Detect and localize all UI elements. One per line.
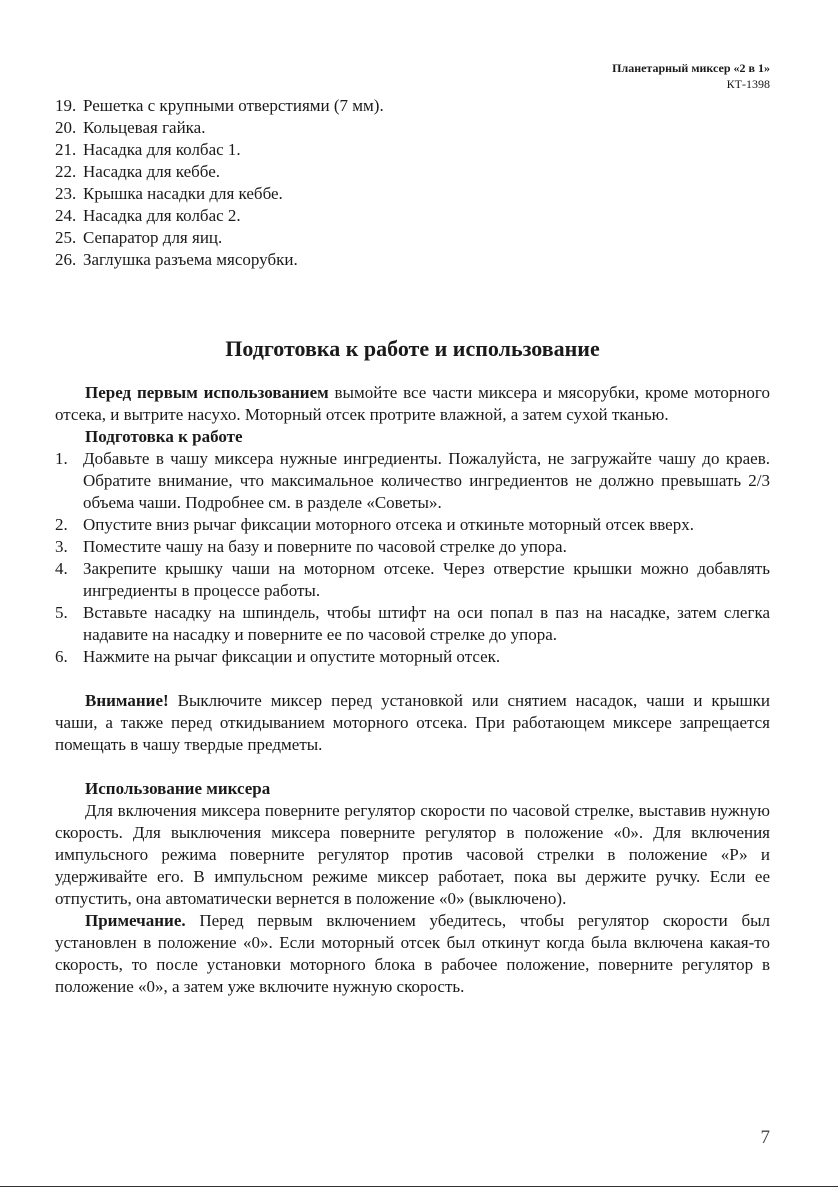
bottom-rule (0, 1186, 838, 1187)
item-text: Насадка для колбас 1. (83, 140, 241, 159)
parts-list-item (55, 161, 770, 183)
step-item (55, 514, 770, 536)
step-number: 1. (55, 449, 68, 468)
parts-list (55, 95, 770, 271)
item-text: Кольцевая гайка. (83, 118, 206, 137)
step-number: 4. (55, 559, 68, 578)
note-paragraph (55, 910, 770, 998)
header-title: Планетарный миксер «2 в 1» (612, 61, 770, 75)
step-text: Поместите чашу на базу и поверните по часовой стрелке до упора. (83, 537, 567, 556)
section-title: Подготовка к работе и использование (225, 336, 600, 361)
item-number: 21. (55, 140, 77, 159)
header-model: КТ-1398 (726, 77, 770, 91)
item-text: Решетка с крупными отверстиями (7 мм). (83, 96, 384, 115)
warning-text: Выключите миксер перед установкой или снятием насадок, чаши и крышки чаши, а также перед откидыванием моторного отсека. При работающем миксере запрещается помещать в чашу твердые предметы. (55, 691, 770, 754)
step-number: 3. (55, 537, 68, 556)
parts-list-item (55, 117, 770, 139)
step-item (55, 558, 770, 602)
intro-paragraph (55, 382, 770, 426)
step-number: 5. (55, 603, 68, 622)
item-number: 19. (55, 96, 77, 115)
item-text: Сепаратор для яиц. (83, 228, 223, 247)
item-number: 24. (55, 206, 77, 225)
note-text: Перед первым включением убедитесь, чтобы регулятор скорости был установлен в положение «0». Если моторный отсек был откинут когда была включена какая-то скорость, то после установки моторного блока в рабочее положение, поверните регулятор в положение «0», а затем уже включите нужную скорость. (55, 911, 770, 996)
parts-list-item (55, 205, 770, 227)
page-number: 7 (760, 1127, 770, 1148)
step-text: Добавьте в чашу миксера нужные ингредиенты. Пожалуйста, не загружайте чашу до краев. Обратите внимание, что максимальное количество ингредиентов не должно превышать 2/3 объема чаши. Подробнее см. в разделе «Советы». (83, 449, 770, 512)
step-item (55, 448, 770, 514)
prep-heading: Подготовка к работе (85, 427, 243, 446)
intro-lead: Перед первым использованием (85, 383, 329, 402)
step-item (55, 536, 770, 558)
parts-list-item (55, 139, 770, 161)
step-text: Нажмите на рычаг фиксации и опустите моторный отсек. (83, 647, 501, 666)
step-text: Закрепите крышку чаши на моторном отсеке. Через отверстие крышки можно добавлять ингредиенты в процессе работы. (83, 559, 770, 600)
item-number: 25. (55, 228, 77, 247)
item-number: 23. (55, 184, 77, 203)
item-text: Крышка насадки для кеббе. (83, 184, 283, 203)
item-number: 26. (55, 250, 77, 269)
step-number: 6. (55, 647, 68, 666)
step-text: Вставьте насадку на шпиндель, чтобы штифт на оси попал в паз на насадке, затем слегка надавите на насадку и поверните ее по часовой стрелке до упора. (83, 603, 770, 644)
usage-heading: Использование миксера (85, 779, 271, 798)
warning-paragraph (55, 690, 770, 756)
step-item (55, 646, 770, 668)
step-number: 2. (55, 515, 68, 534)
spacer (55, 756, 770, 778)
spacer (55, 668, 770, 690)
prep-steps-list (55, 448, 770, 668)
step-item (55, 602, 770, 646)
parts-list-item (55, 249, 770, 271)
item-number: 22. (55, 162, 77, 181)
usage-paragraph: Для включения миксера поверните регулятор скорости по часовой стрелке, выставив нужную скорость. Для выключения миксера поверните регулятор в положение «0». Для включения импульсного режима поверните регулятор против часовой стрелки в положение «Р» и удерживайте его. В импульсном режиме миксер работает, пока вы держите ручку. Если ее отпустить, она автоматически вернется в положение «0» (выключено). (55, 801, 770, 908)
item-number: 20. (55, 118, 77, 137)
item-text: Насадка для колбас 2. (83, 206, 241, 225)
parts-list-item (55, 95, 770, 117)
note-lead: Примечание. (85, 911, 186, 930)
item-text: Заглушка разъема мясорубки. (83, 250, 298, 269)
intro-text: вымойте все части миксера и мясорубки, кроме моторного отсека, и вытрите насухо. Моторный отсек протрите влажной, а затем сухой тканью. (55, 383, 770, 424)
step-text: Опустите вниз рычаг фиксации моторного отсека и откиньте моторный отсек вверх. (83, 515, 694, 534)
parts-list-item (55, 227, 770, 249)
parts-list-item (55, 183, 770, 205)
page-header (612, 60, 770, 92)
item-text: Насадка для кеббе. (83, 162, 221, 181)
section-body (55, 382, 770, 998)
warning-lead: Внимание! (85, 691, 169, 710)
